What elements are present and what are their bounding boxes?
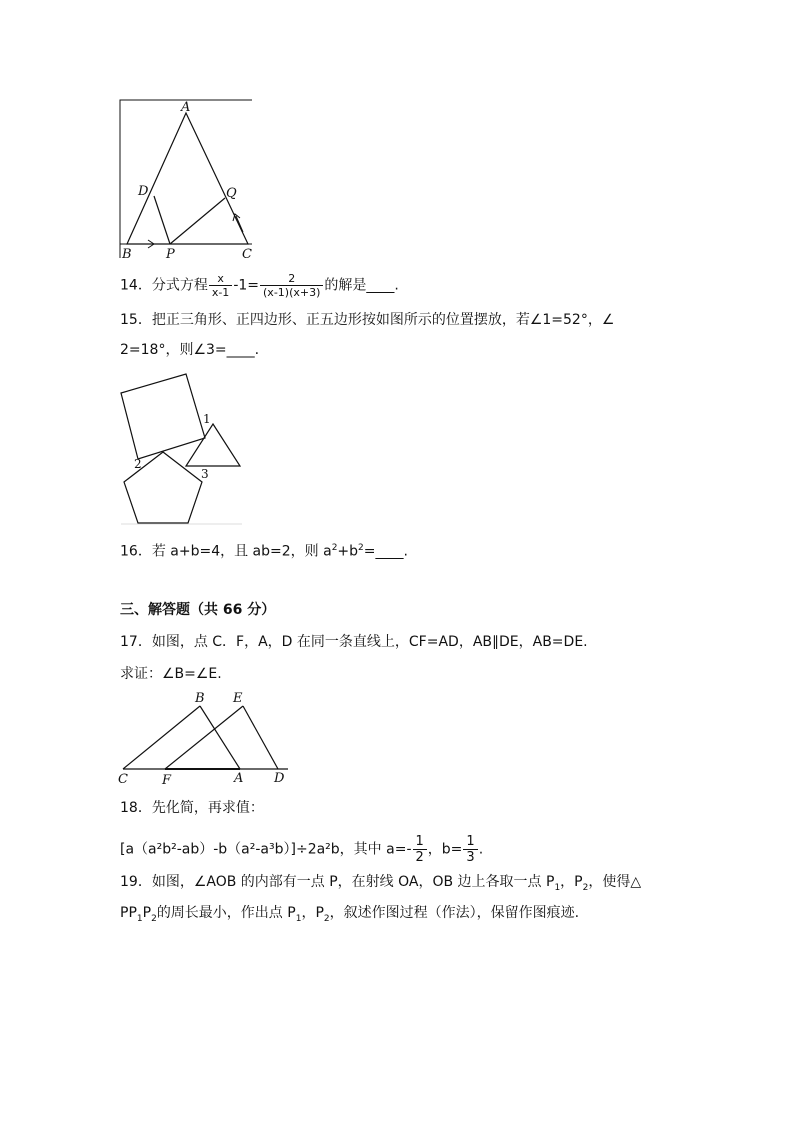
- q19-line-1: [120, 872, 641, 898]
- q15-angle-label-2: 2: [134, 457, 142, 471]
- q14-prefix: 14．分式方程: [120, 277, 208, 294]
- q18-expression: [a（a²b²-ab）-b（a²-a³b）]÷2a²b，其中 a=-: [120, 841, 412, 858]
- q13-segment-dp: [154, 196, 170, 244]
- q13-frame: [120, 100, 252, 258]
- q18-end: .: [478, 841, 484, 858]
- q17-label-b: B: [195, 691, 205, 706]
- q19-sub-4: 2: [151, 913, 157, 924]
- q13-label-d: D: [138, 184, 149, 199]
- q14-frac1-denominator: x-1: [211, 286, 230, 299]
- q14-middle: -1=: [233, 277, 260, 294]
- q13-triangle-abc: [127, 113, 248, 244]
- q16-text-c: =____.: [363, 543, 408, 560]
- q19-text-2b: P: [142, 905, 152, 921]
- q16-sup-1: 2: [331, 543, 338, 553]
- q17-segment-fe: [165, 706, 243, 769]
- q17-segment-ba: [200, 706, 240, 769]
- q13-arrowhead-up: [233, 214, 240, 221]
- q14-frac2-denominator: (x-1)(x+3): [263, 286, 321, 299]
- q14-frac2-numerator: 2: [260, 272, 323, 286]
- q14-fraction-1: [209, 272, 232, 299]
- q17-line-1: 17．如图，点 C．F，A，D 在同一条直线上，CF=AD，AB∥DE，AB=DE.: [120, 634, 588, 650]
- q14-frac1-numerator: x: [209, 272, 232, 286]
- q13-label-a: A: [181, 100, 191, 115]
- q14-fraction-2: [260, 272, 323, 299]
- q18-fraction-b: [463, 834, 477, 865]
- q18-fraction-a: [413, 834, 427, 865]
- q17-segment-ed: [243, 706, 278, 769]
- q19-line-2: [120, 903, 579, 929]
- q19-sub-2: 2: [582, 882, 589, 893]
- q17-label-a: A: [234, 771, 244, 786]
- q17-label-d: D: [274, 771, 285, 786]
- q19-sub-1: 1: [554, 882, 561, 893]
- q18-line-2: [120, 834, 483, 865]
- q19-sub-5: 1: [295, 913, 302, 924]
- q14-line: [120, 272, 399, 299]
- q18-frac-b-numerator: 1: [463, 834, 477, 850]
- q15-line-1: 15．把正三角形、正四边形、正五边形按如图所示的位置摆放，若∠1=52°，∠: [120, 312, 615, 328]
- q17-label-c: C: [118, 772, 128, 787]
- q19-text-2d: ，P: [301, 905, 324, 921]
- q17-label-e: E: [233, 691, 243, 706]
- q13-label-q: Q: [226, 186, 237, 201]
- q15-square: [121, 374, 205, 459]
- q13-label-c: C: [242, 247, 252, 262]
- q13-label-p: P: [166, 247, 175, 262]
- q13-arrowhead-right: [148, 240, 154, 248]
- q15-angle-label-3: 3: [201, 467, 209, 481]
- q13-label-b: B: [122, 247, 132, 262]
- q18-frac-a-numerator: 1: [413, 834, 427, 850]
- q16-text-a: 16．若 a+b=4，且 ab=2，则 a: [120, 543, 332, 560]
- q18-frac-b-denominator: 3: [466, 850, 475, 865]
- q17-line-2: 求证：∠B=∠E.: [120, 666, 222, 682]
- q19-text-2c: 的周长最小，作出点 P: [156, 905, 296, 921]
- q19-text-1b: ，P: [560, 874, 583, 890]
- q19-text-2a: PP: [120, 905, 137, 921]
- q18-frac-a-denominator: 2: [415, 850, 424, 865]
- q15-triangle: [186, 424, 240, 466]
- q16-line: [120, 538, 408, 562]
- q19-text-1c: ，使得△: [588, 874, 642, 890]
- q15-pentagon: [124, 452, 202, 523]
- q19-text-2e: ，叙述作图过程（作法），保留作图痕迹.: [329, 905, 580, 921]
- q17-label-f: F: [162, 773, 172, 788]
- q19-text-1a: 19．如图，∠AOB 的内部有一点 P，在射线 OA，OB 边上各取一点 P: [120, 874, 555, 890]
- q15-line-2: 2=18°，则∠3=____.: [120, 342, 260, 358]
- section-3-heading: 三、解答题（共 66 分）: [120, 602, 276, 618]
- q13-arrow-c-to-q: [236, 216, 243, 232]
- q18-line-1: 18．先化简，再求值：: [120, 800, 264, 816]
- q19-sub-3: 1: [136, 913, 143, 924]
- q18-mid: ，b=: [427, 841, 463, 858]
- q19-sub-6: 2: [323, 913, 330, 924]
- q16-text-b: +b: [337, 543, 359, 560]
- q13-segment-pq: [170, 198, 225, 244]
- q15-angle-label-1: 1: [203, 412, 211, 426]
- q17-segment-cb: [123, 706, 200, 769]
- q14-suffix: 的解是____.: [324, 277, 399, 294]
- q16-sup-2: 2: [358, 543, 364, 553]
